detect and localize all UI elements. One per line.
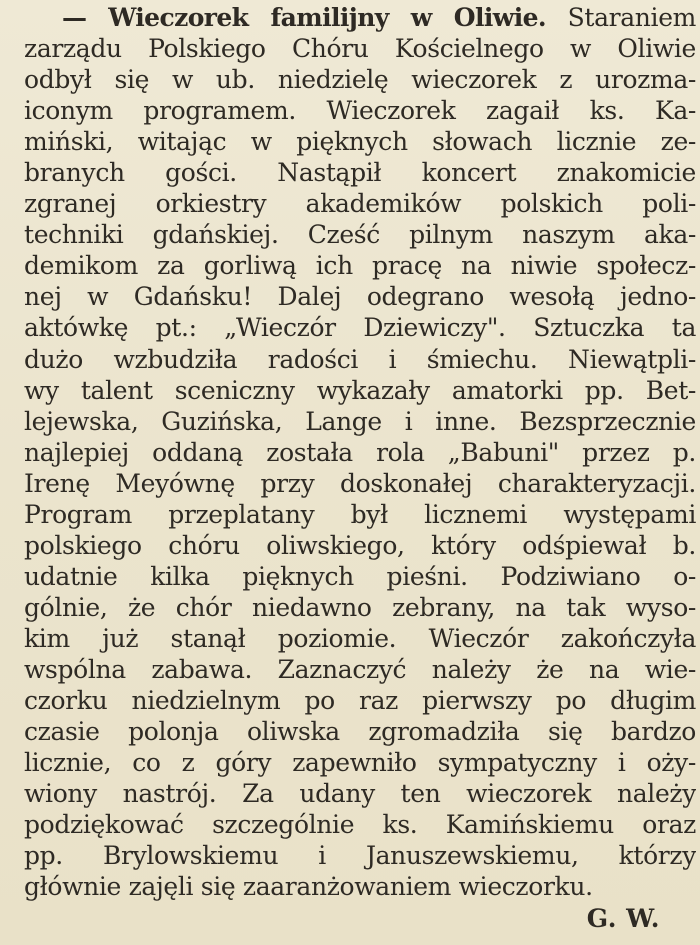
article-line: Irenę Meyównę przy doskonałej charakteryzacji. — [24, 468, 696, 498]
article-body — [24, 2, 696, 902]
article-line: dużo wzbudziła radości i śmiechu. Niewątpli- — [24, 344, 696, 374]
article-first-line — [24, 2, 696, 33]
article-headline: Wieczorek familijny w Oliwie. — [108, 3, 547, 32]
article-line: aktówkę pt.: „Wieczór Dziewiczy". Sztuczka ta — [24, 313, 696, 343]
article-line: podziękować szczególnie ks. Kamińskiemu oraz — [24, 810, 696, 840]
article-line: miński, witając w pięknych słowach licznie ze- — [24, 127, 696, 157]
article-line: Program przeplatany był licznemi występami — [24, 499, 696, 529]
article-line: wy talent sceniczny wykazały amatorki pp. Bet- — [24, 375, 696, 405]
article-line: gólnie, że chór niedawno zebrany, na tak wyso- — [24, 592, 696, 622]
article-line: techniki gdańskiej. Cześć pilnym naszym aka- — [24, 220, 696, 250]
article-line: zarządu Polskiego Chóru Kościelnego w Oliwie — [24, 34, 696, 64]
article-line: pp. Brylowskiemu i Januszewskiemu, którzy — [24, 841, 696, 871]
article-line: demikom za gorliwą ich pracę na niwie społecz- — [24, 251, 696, 281]
article-line: iconym programem. Wieczorek zagaił ks. Ka- — [24, 96, 696, 126]
first-line-text: Staraniem — [567, 3, 696, 32]
article-line: licznie, co z góry zapewniło sympatyczny i oży- — [24, 748, 696, 778]
article-line: najlepiej oddaną została rola „Babuni" przez p. — [24, 437, 696, 467]
article-line: czorku niedzielnym po raz pierwszy po długim — [24, 686, 696, 716]
article-line: lejewska, Guzińska, Lange i inne. Bezsprzecznie — [24, 406, 696, 436]
article-line: czasie polonja oliwska zgromadziła się bardzo — [24, 717, 696, 747]
article-last-line: głównie zajęli się zaaranżowaniem wieczorku. — [24, 872, 593, 902]
article-line: wiony nastrój. Za udany ten wieczorek należy — [24, 779, 696, 809]
article-line: zgranej orkiestry akademików polskich poli- — [24, 189, 696, 219]
article-line: udatnie kilka pięknych pieśni. Podziwiano o- — [24, 561, 696, 591]
em-dash: — — [62, 3, 87, 32]
article-line: odbył się w ub. niedzielę wieczorek z urozma- — [24, 65, 696, 95]
article-line: kim już stanął poziomie. Wieczór zakończyła — [24, 623, 696, 653]
article-line: wspólna zabawa. Zaznaczyć należy że na wie- — [24, 654, 696, 684]
article-line: nej w Gdańsku! Dalej odegrano wesołą jedno- — [24, 282, 696, 312]
author-signature: G. W. — [586, 904, 660, 933]
article-line: polskiego chóru oliwskiego, który odśpiewał b. — [24, 530, 696, 560]
article-line: branych gości. Nastąpił koncert znakomicie — [24, 158, 696, 188]
